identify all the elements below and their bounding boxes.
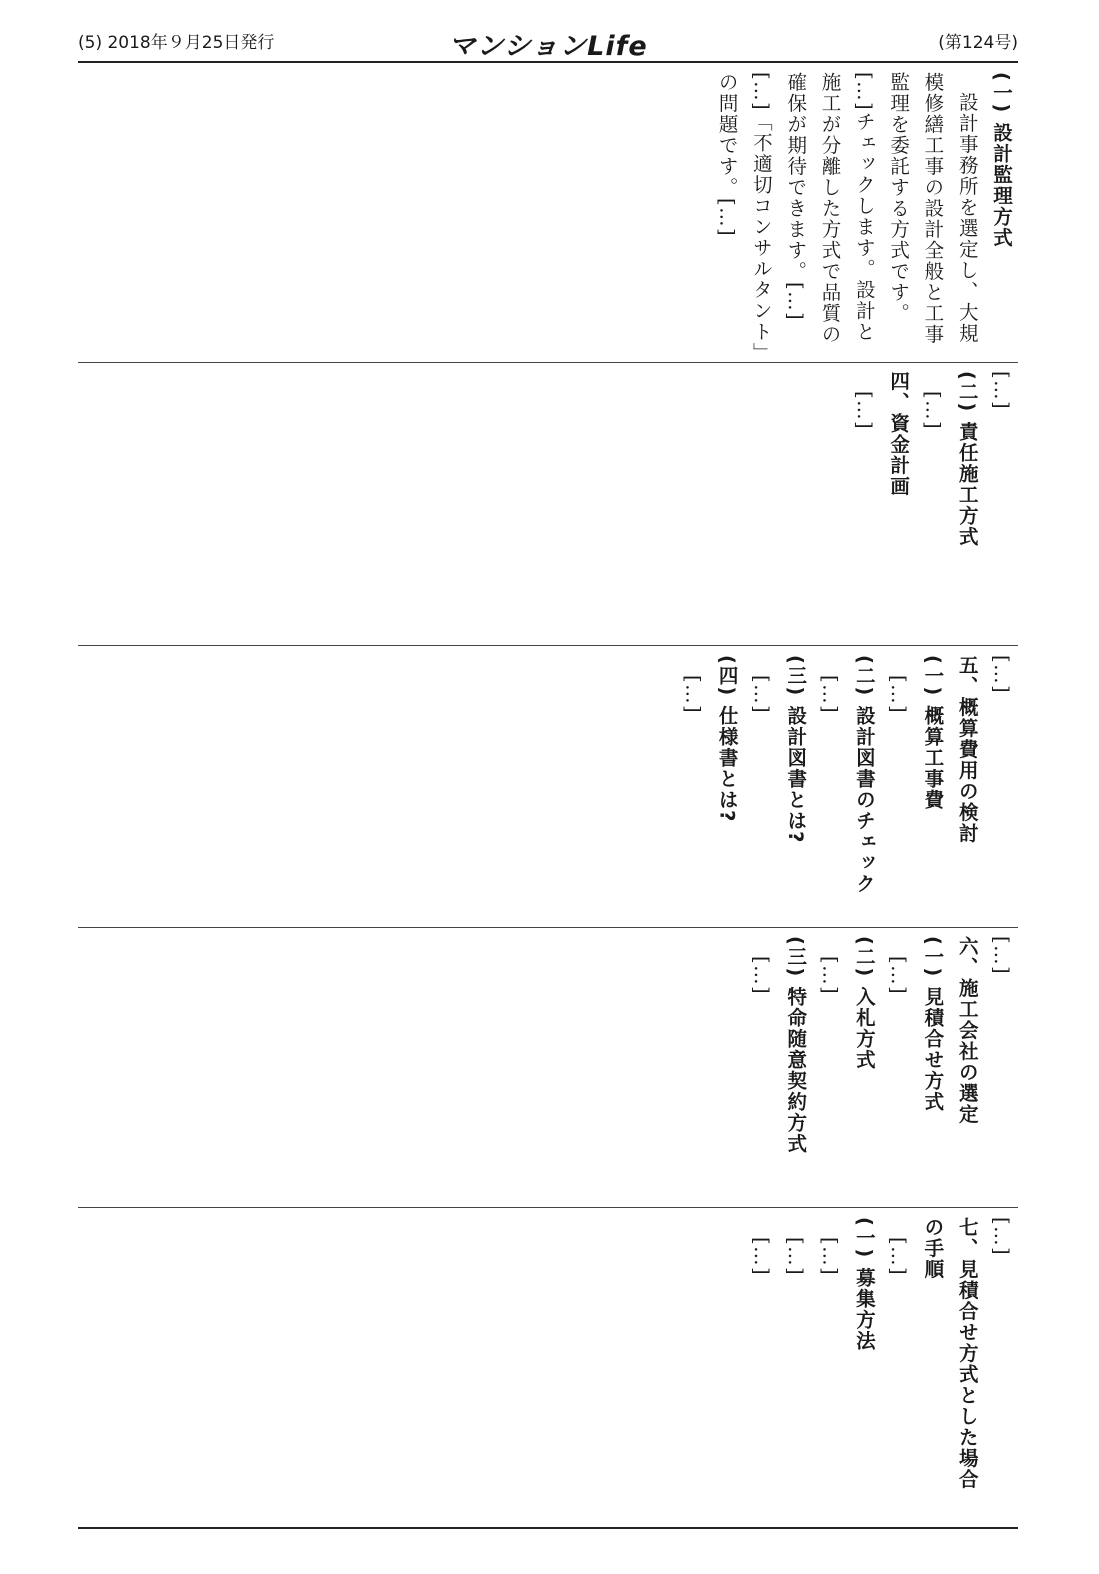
tier-4 [78, 936, 1018, 1201]
section-heading: (二) 設計図書のチェック [852, 655, 876, 895]
section-heading: (二) 入札方式 [852, 936, 876, 1071]
tier-2-text [78, 371, 1018, 639]
tier-5 [78, 1217, 1018, 1507]
tier-5-text [78, 1217, 1018, 1507]
tier-separator [78, 645, 1018, 646]
section-heading: 四、資金計画 [887, 371, 911, 497]
paragraph: […] [818, 1236, 842, 1276]
page-header [78, 28, 1018, 62]
paragraph: […] [784, 1236, 808, 1276]
section-heading: (三) 特命随意契約方式 [784, 936, 808, 1155]
tier-3 [78, 655, 1018, 920]
tier-separator [78, 927, 1018, 928]
paragraph: […] [921, 390, 945, 430]
section-heading: (一) 概算工事費 [921, 655, 945, 811]
section-heading: (四) 仕様書とは? [715, 655, 739, 823]
section-heading: (一) 設計監理方式 [990, 72, 1013, 249]
footer-rule [78, 1527, 1018, 1529]
paragraph: […] [990, 371, 1013, 411]
paragraph: […] [990, 655, 1013, 695]
paragraph: […] [887, 674, 911, 714]
paragraph: […] [681, 674, 705, 714]
issue-date: (5) 2018年９月25日発行 [78, 33, 275, 53]
paragraph: […] [749, 955, 773, 995]
paragraph: […] [887, 955, 911, 995]
paragraph: […] [990, 1217, 1013, 1257]
paragraph: […] [990, 936, 1013, 976]
paragraph: […] [852, 390, 876, 430]
publication-title: マンションLife [448, 31, 648, 62]
section-heading: 五、概算費用の検討 [955, 655, 979, 844]
paragraph: […]「不適切コンサルタント」の問題です。[…] [715, 72, 773, 354]
section-heading: (一) 募集方法 [852, 1217, 876, 1352]
tier-2 [78, 371, 1018, 639]
section-heading: (三) 設計図書とは? [784, 655, 808, 844]
section-heading: (一) 見積合せ方式 [921, 936, 945, 1113]
paragraph: […] [818, 955, 842, 995]
header-rule [78, 61, 1018, 63]
paragraph: […] [818, 674, 842, 714]
paragraph: […] [887, 1236, 911, 1276]
reference-note: […] [749, 1236, 773, 1276]
paragraph: 設計事務所を選定し、大規模修繕工事の設計全般と工事監理を委託する方式です。[…]チェックします。設計と施工が分離した方式で品質の確保が期待できます。[…] [784, 72, 979, 345]
issue-number: (第124号) [938, 33, 1018, 53]
section-heading: (二) 責任施工方式 [955, 371, 979, 548]
section-heading: 七、見積合せ方式とした場合の手順 [921, 1217, 979, 1490]
paragraph: […] [749, 674, 773, 714]
section-heading: 六、施工会社の選定 [955, 936, 979, 1125]
tier-separator [78, 1207, 1018, 1208]
tier-3-text [78, 655, 1018, 920]
tier-4-text [78, 936, 1018, 1201]
tier-separator [78, 362, 1018, 363]
tier-1-text [78, 72, 1018, 355]
tier-1 [78, 72, 1018, 355]
